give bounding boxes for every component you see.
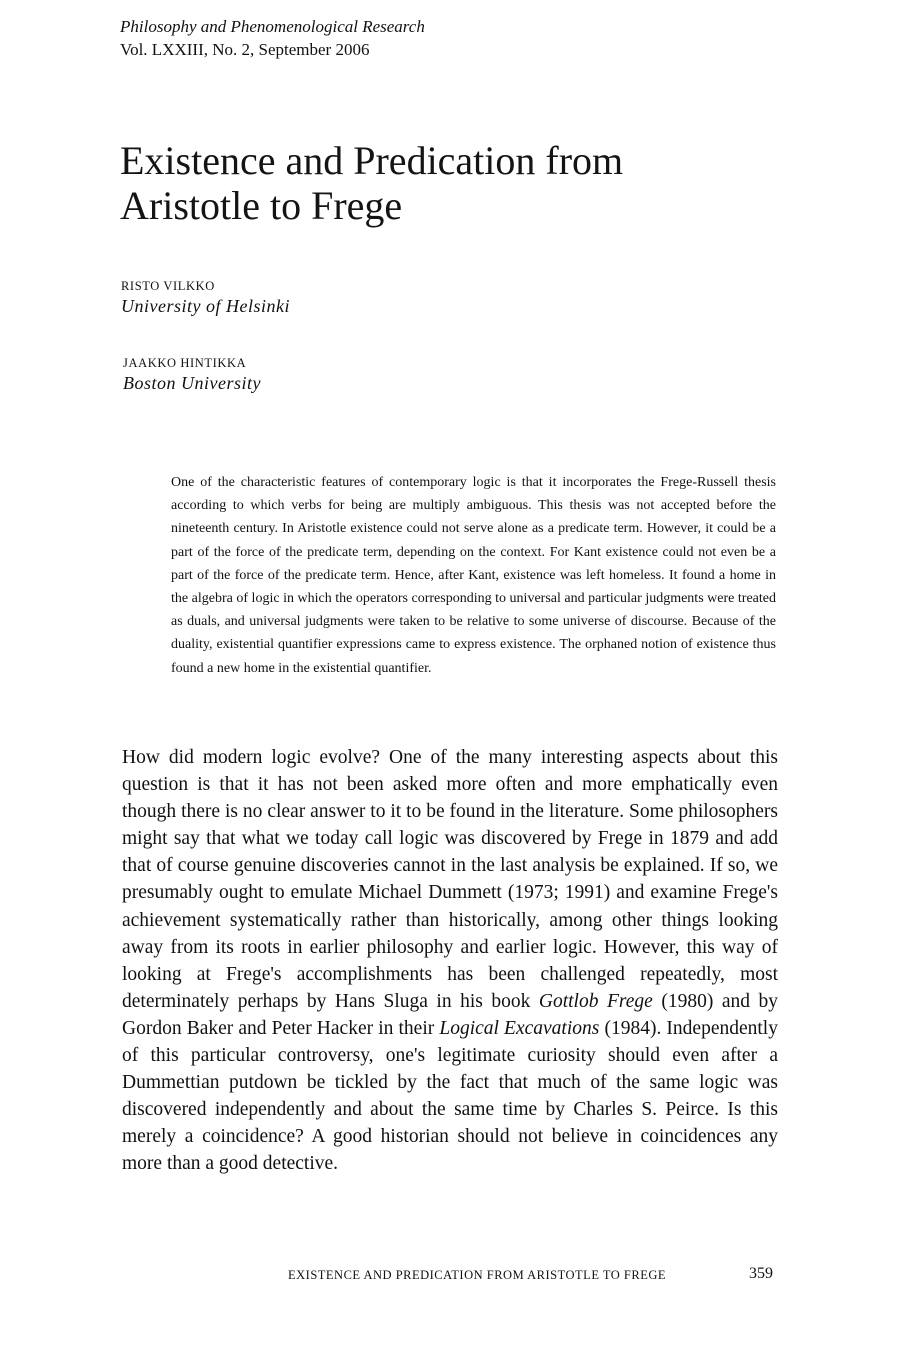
author-affiliation: University of Helsinki bbox=[121, 296, 290, 316]
author-2 bbox=[123, 355, 261, 395]
journal-header bbox=[120, 15, 425, 61]
author-name: RISTO VILKKO bbox=[121, 279, 215, 293]
author-name: JAAKKO HINTIKKA bbox=[123, 356, 247, 370]
body-paragraph bbox=[122, 744, 778, 1178]
book-title-logical-excavations: Logical Excavations bbox=[439, 1017, 600, 1039]
body-text-part: (1984). Independently of this particular controversy, one's legitimate curiosity should even after a Dummettian putdown be tickled by the fact that much of the same logic was discovered independently and about the same time by Charles S. Peirce. Is this merely a coincidence? A good historian should not believe in coincidences any more than a good detective. bbox=[122, 1017, 778, 1175]
body-text-part: How did modern logic evolve? One of the many interesting aspects about this question is that it has not been asked more often and more emphatically even though there is no clear answer to it to be found in the literature. Some philosophers might say that what we today call logic was discovered by Frege in 1879 and add that of course genuine discoveries cannot in the last analysis be explained. If so, we presumably ought to emulate Michael Dummett (1973; 1991) and examine Frege's achievement systematically rather than historically, among other things looking away from its roots in earlier philosophy and earlier logic. However, this way of looking at Frege's accomplishments has been challenged repeatedly, most determinately perhaps by Hans Sluga in his book bbox=[122, 747, 778, 1012]
body-text-part: (1980) and by Gordon Baker and Peter Hacker in their bbox=[122, 990, 778, 1039]
article-title: Existence and Predication from Aristotle to Frege bbox=[120, 138, 624, 228]
running-footer-title: EXISTENCE AND PREDICATION FROM ARISTOTLE TO FREGE bbox=[288, 1268, 666, 1282]
page-number: 359 bbox=[749, 1265, 773, 1282]
author-1 bbox=[121, 278, 290, 318]
journal-volume-line: Vol. LXXIII, No. 2, September 2006 bbox=[120, 40, 370, 59]
book-title-gottlob-frege: Gottlob Frege bbox=[538, 990, 653, 1012]
journal-name: Philosophy and Phenomenological Research bbox=[120, 17, 425, 36]
author-affiliation: Boston University bbox=[123, 373, 261, 393]
abstract: One of the characteristic features of contemporary logic is that it incorporates the Frege-Russell thesis according to which verbs for being are multiply ambiguous. This thesis was not accepted before the nineteenth century. In Aristotle existence could not serve alone as a predicate term. However, it could be a part of the force of the predicate term, depending on the context. For Kant existence could not even be a part of the force of the predicate term. Hence, after Kant, existence was left homeless. It found a home in the algebra of logic in which the operators corresponding to universal and particular judgments were treated as duals, and universal judgments were taken to be relative to some universe of discourse. Because of the duality, existential quantifier expressions came to express existence. The orphaned notion of existence thus found a new home in the existential quantifier. bbox=[171, 475, 776, 676]
